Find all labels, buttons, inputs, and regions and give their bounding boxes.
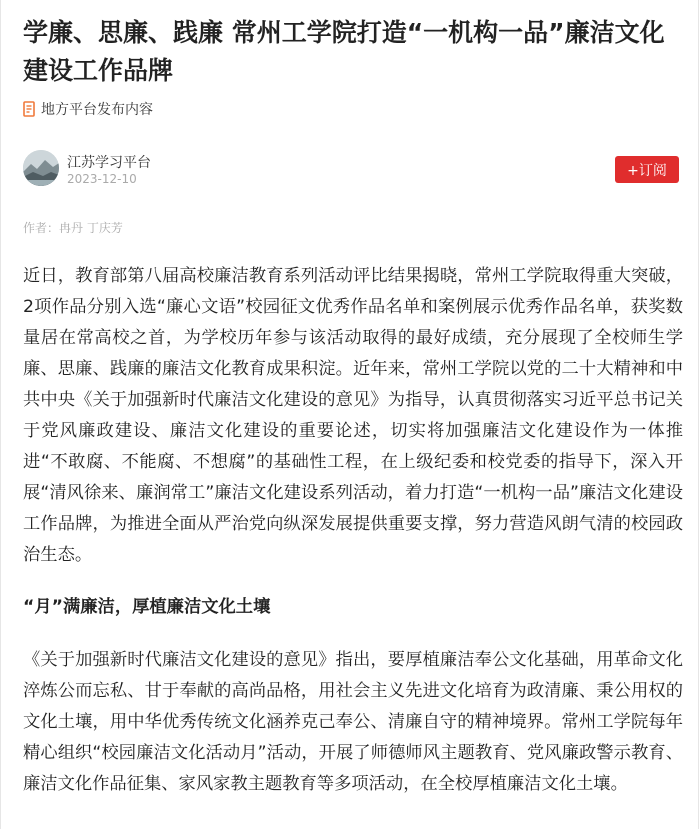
source-label: 地方平台发布内容	[41, 102, 153, 118]
article-paragraph: 《关于加强新时代廉洁文化建设的意见》指出，要厚植廉洁奉公文化基础，用革命文化淬炼公而忘私、甘于奉献的高尚品格，用社会主义先进文化培育为政清廉、秉公用权的文化土壤，用中华优秀传统文化涵养克己奉公、清廉自守的精神境界。常州工学院每年精心组织“校园廉洁文化活动月”活动，开展了师德师风主题教育、党风廉政警示教育、廉洁文化作品征集、家风家教主题教育等多项活动，在全校厚植廉洁文化土壤。	[23, 650, 683, 794]
document-icon	[23, 101, 35, 117]
author-line: 作者：冉丹 丁庆芳	[23, 221, 123, 235]
account-name[interactable]: 江苏学习平台	[67, 155, 151, 171]
subscribe-button[interactable]: +订阅	[615, 156, 679, 183]
section-heading: “月”满廉洁，厚植廉洁文化土壤	[23, 597, 271, 617]
article-title: 学廉、思廉、践廉 常州工学院打造“一机构一品”廉洁文化建设工作品牌	[23, 18, 665, 85]
mountain-landscape-icon	[23, 150, 59, 186]
source-row	[23, 99, 153, 119]
article-paragraph: 近日，教育部第八届高校廉洁教育系列活动评比结果揭晓，常州工学院取得重大突破，2项作品分别入选“廉心文语”校园征文优秀作品名单和案例展示优秀作品名单，获奖数量居在常高校之首，为学校历年参与该活动取得的最好成绩，充分展现了全校师生学廉、思廉、践廉的廉洁文化教育成果积淀。近年来，常州工学院以党的二十大精神和中共中央《关于加强新时代廉洁文化建设的意见》为指导，认真贯彻落实习近平总书记关于党风廉政建设、廉洁文化建设的重要论述，切实将加强廉洁文化建设作为一体推进“不敢腐、不能腐、不想腐”的基础性工程，在上级纪委和校党委的指导下，深入开展“清风徐来、廉润常工”廉洁文化建设系列活动，着力打造“一机构一品”廉洁文化建设工作品牌，为推进全面从严治党向纵深发展提供重要支撑，努力营造风朗气清的校园政治生态。	[23, 266, 683, 565]
avatar[interactable]	[23, 150, 59, 186]
publish-date: 2023-12-10	[67, 172, 137, 186]
